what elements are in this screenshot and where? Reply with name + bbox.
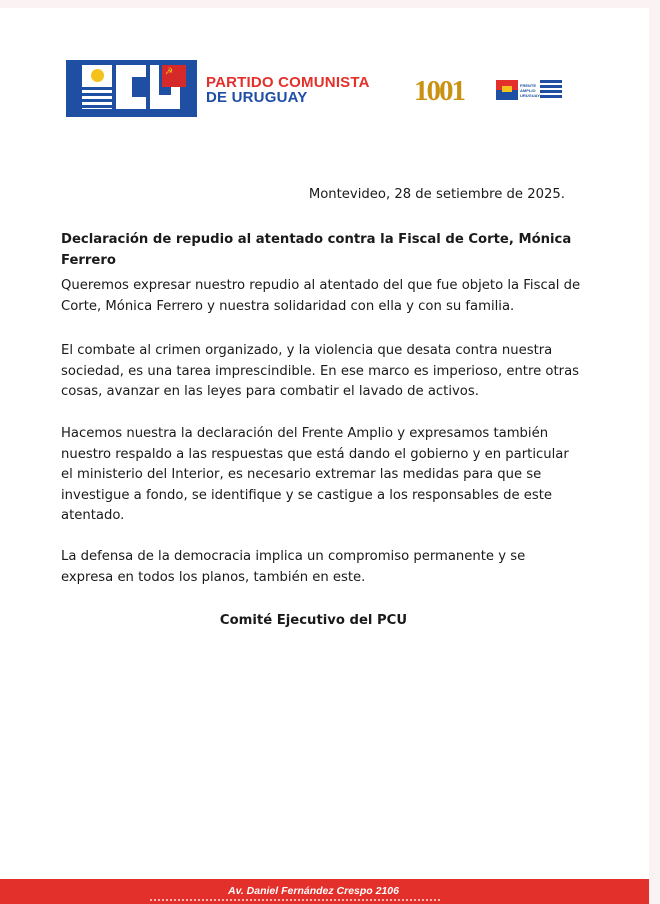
uruguay-stripes xyxy=(82,87,112,109)
party-name-line1: PARTIDO COMUNISTA xyxy=(206,74,370,91)
frente-amplio-logo-text: FRENTE AMPLIO URUGUAY xyxy=(520,83,540,98)
pcu-letter-c xyxy=(116,65,146,109)
party-flag-icon xyxy=(496,80,518,100)
anniversary-logo: 1001 xyxy=(414,75,464,107)
document-page xyxy=(0,8,649,904)
party-name-line2: DE URUGUAY xyxy=(206,89,308,106)
frente-amplio-logo xyxy=(520,79,562,101)
frente-amplio-flag-icon xyxy=(540,80,562,100)
signature: Comité Ejecutivo del PCU xyxy=(219,613,408,628)
pcu-letter-p xyxy=(82,65,112,109)
footer-contact-line xyxy=(150,899,440,904)
paragraph-2: El combate al crimen organizado, y la violencia que desata contra nuestra sociedad, es una tarea imprescindible. En ese marco es imperioso, entre otras cosas, avanzar en las leyes para combatir el lavado de activos. xyxy=(61,343,580,399)
paragraph-1: Queremos expresar nuestro repudio al atentado del que fue objeto la Fiscal de Corte, Mónica Ferrero y nuestra solidaridad con ella y con su familia. xyxy=(61,278,581,314)
paragraph-4: La defensa de la democracia implica un compromiso permanente y se expresa en todos los planos, también en este. xyxy=(61,549,526,585)
sun-icon xyxy=(91,69,104,82)
pcu-logo xyxy=(66,60,197,117)
footer-address: Av. Daniel Fernández Crespo 2106 xyxy=(228,885,399,897)
document-title: Declaración de repudio al atentado contra la Fiscal de Corte, Mónica Ferrero xyxy=(61,232,572,268)
footer-bar xyxy=(0,879,649,904)
hammer-sickle-flag-icon: ☭ xyxy=(162,65,186,87)
document-date: Montevideo, 28 de setiembre de 2025. xyxy=(308,187,565,202)
paragraph-3: Hacemos nuestra la declaración del Frente Amplio y expresamos también nuestro respaldo a las respuestas que está dando el gobierno y en particular el ministerio del Interior, es necesario extremar las medidas para que se investigue a fondo, se identifique y se castigue a los responsables de este atentado. xyxy=(61,426,569,523)
